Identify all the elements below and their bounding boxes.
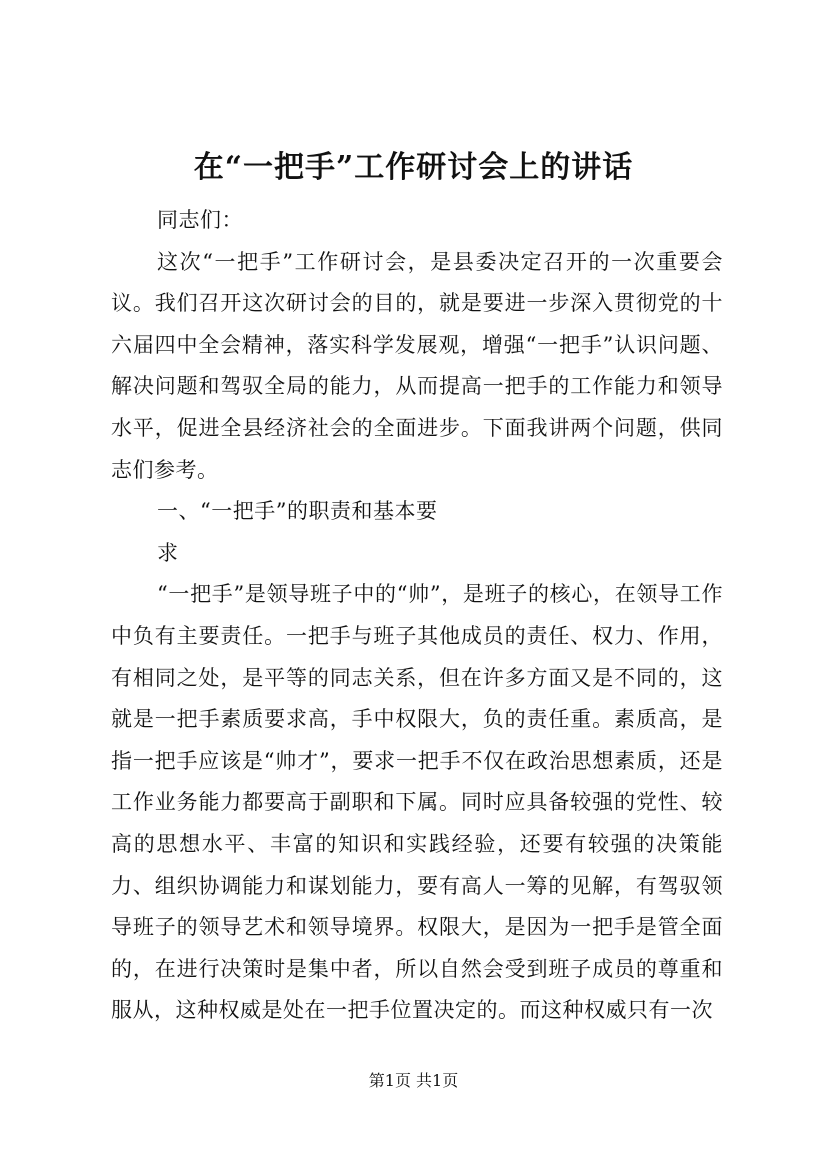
page-number-footer: 第1页 共1页: [368, 1071, 459, 1090]
paragraph-intro: 这次“一把手”工作研讨会，是县委决定召开的一次重要会议。我们召开这次研讨会的目的，就是要进一步深入贯彻党的十六届四中全会精神，落实科学发展观，增强“一把手”认识问题、解决问题和驾驭全局的能力，从而提高一把手的工作能力和领导水平，促进全县经济社会的全面进步。下面我讲两个问题，供同志们参考。: [111, 249, 723, 482]
document-body: [111, 200, 723, 1032]
paragraph-duties: “一把手”是领导班子中的“帅”，是班子的核心，在领导工作中负有主要责任。一把手与班子其他成员的责任、权力、作用，有相同之处，是平等的同志关系，但在许多方面又是不同的，这就是一把手素质要求高，手中权限大，负的责任重。素质高，是指一把手应该是“帅才”，要求一把手不仅在政治思想素质，还是工作业务能力都要高于副职和下属。同时应具备较强的党性、较高的思想水平、丰富的知识和实践经验，还要有较强的决策能力、组织协调能力和谋划能力，要有高人一筹的见解，有驾驭领导班子的领导艺术和领导境界。权限大，是因为一把手是管全面的，在进行决策时是集中者，所以自然会受到班子成员的尊重和服从，这种权威是处在一把手位置决定的。而这种权威只有一次: [111, 582, 723, 1023]
greeting-line: 同志们：: [157, 208, 243, 232]
section-heading-continuation: 求: [157, 540, 179, 565]
section-heading: 一、“一把手”的职责和基本要: [157, 499, 438, 524]
document-title: 在“一把手”工作研讨会上的讲话: [193, 150, 634, 185]
